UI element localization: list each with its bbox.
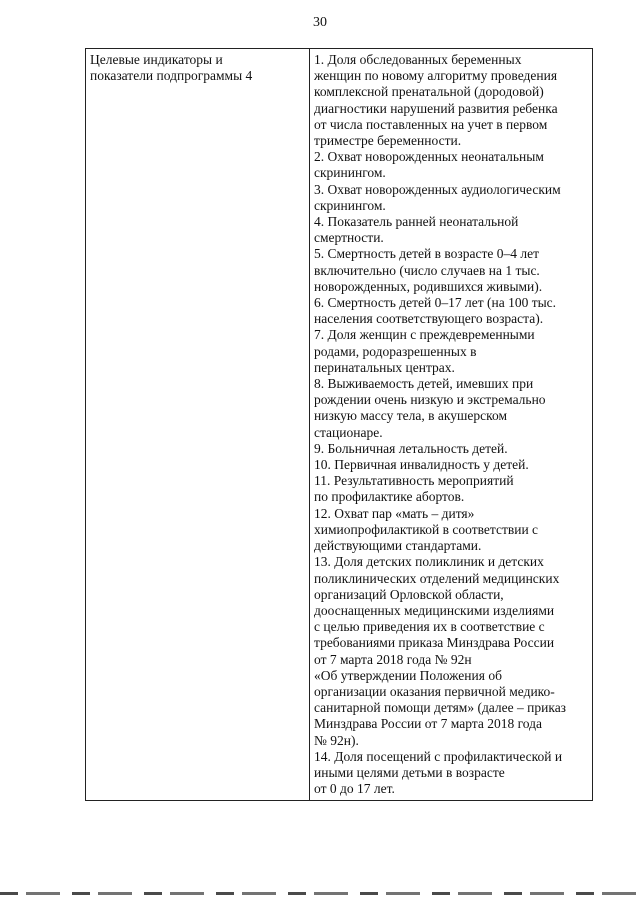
indicator-item <box>314 246 588 295</box>
indicator-line: организации оказания первичной медико- <box>314 683 555 699</box>
indicator-line: диагностики нарушений развития ребенка <box>314 100 558 116</box>
indicator-item <box>314 441 588 457</box>
indicator-line: 9. Больничная летальность детей. <box>314 440 508 456</box>
indicators-table <box>85 48 593 801</box>
indicator-line: смертности. <box>314 230 384 246</box>
indicator-item <box>314 214 588 246</box>
indicator-line: 11. Результативность мероприятий <box>314 473 514 489</box>
indicator-line: с целью приведения их в соответствие с <box>314 619 545 635</box>
indicator-line: от 0 до 17 лет. <box>314 781 395 797</box>
indicator-item <box>314 327 588 376</box>
indicator-line: 14. Доля посещений с профилактической и <box>314 748 563 764</box>
indicator-line: по профилактике абортов. <box>314 489 465 505</box>
scan-edge-artifact <box>0 892 640 895</box>
indicator-item <box>314 457 588 473</box>
indicator-item <box>314 506 588 555</box>
indicator-line: действующими стандартами. <box>314 538 482 554</box>
indicator-item <box>314 149 588 181</box>
indicator-line: Минздрава России от 7 марта 2018 года <box>314 716 542 732</box>
indicator-line: низкую массу тела, в акушерском <box>314 408 508 424</box>
indicator-item <box>314 749 588 798</box>
indicator-line: санитарной помощи детям» (далее – приказ <box>314 700 567 716</box>
indicator-item <box>314 376 588 441</box>
indicator-line: 10. Первичная инвалидность у детей. <box>314 457 529 473</box>
indicator-line: 2. Охват новорожденных неонатальным <box>314 149 544 165</box>
indicator-list <box>314 52 588 797</box>
indicator-line: родами, родоразрешенных в <box>314 343 477 359</box>
indicator-item <box>314 52 588 149</box>
indicator-line: 13. Доля детских поликлиник и детских <box>314 554 544 570</box>
indicator-line: требованиями приказа Минздрава России <box>314 635 555 651</box>
indicator-line: 6. Смертность детей 0–17 лет (на 100 тыс. <box>314 295 557 311</box>
indicator-line: 12. Охват пар «мать – дитя» <box>314 505 475 521</box>
indicator-line: новорожденных, родившихся живыми). <box>314 278 543 294</box>
indicator-line: 3. Охват новорожденных аудиологическим <box>314 181 561 197</box>
indicator-line: от числа поставленных на учет в первом <box>314 116 548 132</box>
indicator-line: организаций Орловской области, <box>314 586 504 602</box>
indicator-line: населения соответствующего возраста). <box>314 311 544 327</box>
indicator-line: 4. Показатель ранней неонатальной <box>314 214 519 230</box>
indicator-line: № 92н). <box>314 732 359 748</box>
indicator-line: 1. Доля обследованных беременных <box>314 52 522 67</box>
indicator-line: комплексной пренатальной (дородовой) <box>314 84 544 100</box>
indicator-line: включительно (число случаев на 1 тыс. <box>314 262 540 278</box>
indicator-line: женщин по новому алгоритму проведения <box>314 68 558 84</box>
indicator-line: от 7 марта 2018 года № 92н <box>314 651 472 667</box>
indicator-line: стационаре. <box>314 424 383 440</box>
label-cell <box>86 49 310 801</box>
table-row <box>86 49 593 801</box>
indicator-line: 8. Выживаемость детей, имевших при <box>314 376 534 392</box>
indicator-item <box>314 473 588 505</box>
indicator-line: химиопрофилактикой в соответствии с <box>314 521 539 537</box>
indicator-line: иными целями детьми в возрасте <box>314 764 505 780</box>
indicator-line: 5. Смертность детей в возрасте 0–4 лет <box>314 246 539 262</box>
indicator-line: 7. Доля женщин с преждевременными <box>314 327 535 343</box>
indicator-line: скринингом. <box>314 165 386 181</box>
indicator-line: «Об утверждении Положения об <box>314 667 502 683</box>
indicator-item <box>314 182 588 214</box>
page-number: 30 <box>313 15 327 30</box>
indicator-line: перинатальных центрах. <box>314 359 455 375</box>
indicator-list-cell <box>310 49 593 801</box>
indicator-line: рождении очень низкую и экстремально <box>314 392 546 408</box>
indicator-item <box>314 554 588 748</box>
label-line: показатели подпрограммы 4 <box>90 68 253 84</box>
indicator-item <box>314 295 588 327</box>
indicator-line: поликлинических отделений медицинских <box>314 570 560 586</box>
indicator-line: скринингом. <box>314 197 386 213</box>
label-line: Целевые индикаторы и <box>90 52 223 67</box>
indicator-line: триместре беременности. <box>314 133 462 149</box>
indicator-line: дооснащенных медицинскими изделиями <box>314 602 555 618</box>
